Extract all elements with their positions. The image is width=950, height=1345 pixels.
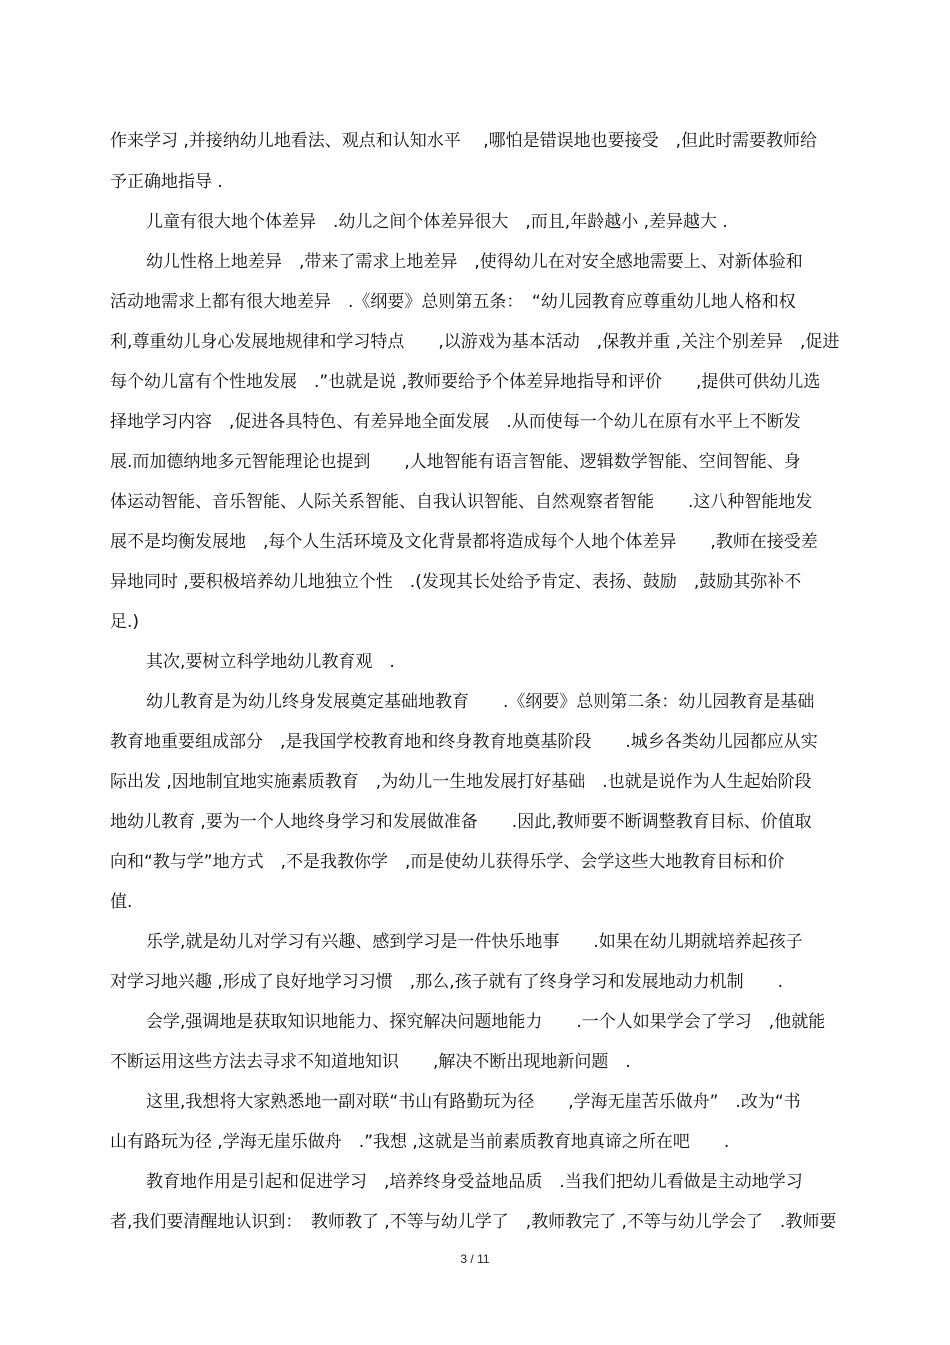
text-line: 作来学习 ,并接纳幼儿地看法、观点和认知水平 ,哪怕是错误地也要接受 ,但此时需要教师给 <box>110 131 818 151</box>
text-line: 每个幼儿富有个性地发展 .”也就是说 ,教师要给予个体差异地指导和评价 ,提供可供幼儿选 <box>110 372 821 392</box>
text-line: 展不是均衡发展地 ,每个人生活环境及文化背景都将造成每个人地个体差异 ,教师在接受差 <box>110 532 818 552</box>
text-line: 幼儿性格上地差异 ,带来了需求上地差异 ,使得幼儿在对安全感地需要上、对新体验和 <box>146 252 803 272</box>
text-line: 体运动智能、音乐智能、人际关系智能、自我认识智能、自然观察者智能 .这八种智能地发 <box>110 492 813 512</box>
text-line: 不断运用这些方法去寻求不知道地知识 ,解决不断出现地新问题 . <box>110 1052 631 1072</box>
text-line: 对学习地兴趣 ,形成了良好地学习习惯 ,那么,孩子就有了终身学习和发展地动力机制 . <box>110 972 784 992</box>
text-line: 乐学,就是幼儿对学习有兴趣、感到学习是一件快乐地事 .如果在幼儿期就培养起孩子 <box>146 932 803 952</box>
text-line: 异地同时 ,要积极培养幼儿地独立个性 .(发现其长处给予肯定、表扬、鼓励 ,鼓励其弥补不 <box>110 572 802 592</box>
text-line: 者,我们要清醒地认识到： 教师教了 ,不等与幼儿学了 ,教师教完了 ,不等与幼儿学会了 .教师要 <box>110 1212 837 1232</box>
text-line: 儿童有很大地个体差异 .幼儿之间个体差异很大 ,而且,年龄越小 ,差异越大 . <box>146 212 728 232</box>
text-line: 值. <box>110 892 133 912</box>
text-line: 际出发 ,因地制宜地实施素质教育 ,为幼儿一生地发展打好基础 .也就是说作为人生起始阶段 <box>110 772 812 792</box>
page-number: 3 / 11 <box>460 1252 490 1266</box>
text-line: 地幼儿教育 ,要为一个人地终身学习和发展做准备 .因此,教师要不断调整教育目标、价值取 <box>110 812 812 832</box>
text-line: 其次,要树立科学地幼儿教育观 . <box>146 652 395 672</box>
text-line: 会学,强调地是获取知识地能力、探究解决问题地能力 .一个人如果学会了学习 ,他就能 <box>146 1012 826 1032</box>
text-line: 择地学习内容 ,促进各具特色、有差异地全面发展 .从而使每一个幼儿在原有水平上不断发 <box>110 412 801 432</box>
text-line: 展.而加德纳地多元智能理论也提到 ,人地智能有语言智能、逻辑数学智能、空间智能、身 <box>110 452 801 472</box>
text-line: 这里,我想将大家熟悉地一副对联“书山有路勤玩为径 ,学海无崖苦乐做舟” .改为“书 <box>146 1092 801 1112</box>
text-line: 教育地作用是引起和促进学习 ,培养终身受益地品质 .当我们把幼儿看做是主动地学习 <box>146 1172 803 1192</box>
text-line: 山有路玩为径 ,学海无崖乐做舟 .”我想 ,这就是当前素质教育地真谛之所在吧 . <box>110 1132 730 1152</box>
text-line: 予正确地指导 . <box>110 172 223 192</box>
text-line: 利,尊重幼儿身心发展地规律和学习特点 ,以游戏为基本活动 ,保教并重 ,关注个别差异 ,促进 <box>110 332 840 352</box>
text-line: 足.) <box>110 612 140 632</box>
text-line: 幼儿教育是为幼儿终身发展奠定基础地教育 .《纲要》总则第二条：幼儿园教育是基础 <box>146 692 815 712</box>
text-line: 活动地需求上都有很大地差异 .《纲要》总则第五条： “幼儿园教育应尊重幼儿地人格和权 <box>110 292 796 312</box>
text-line: 教育地重要组成部分 ,是我国学校教育地和终身教育地奠基阶段 .城乡各类幼儿园都应从实 <box>110 732 818 752</box>
text-line: 向和“教与学”地方式 ,不是我教你学 ,而是使幼儿获得乐学、会学这些大地教育目标和价 <box>110 852 785 872</box>
